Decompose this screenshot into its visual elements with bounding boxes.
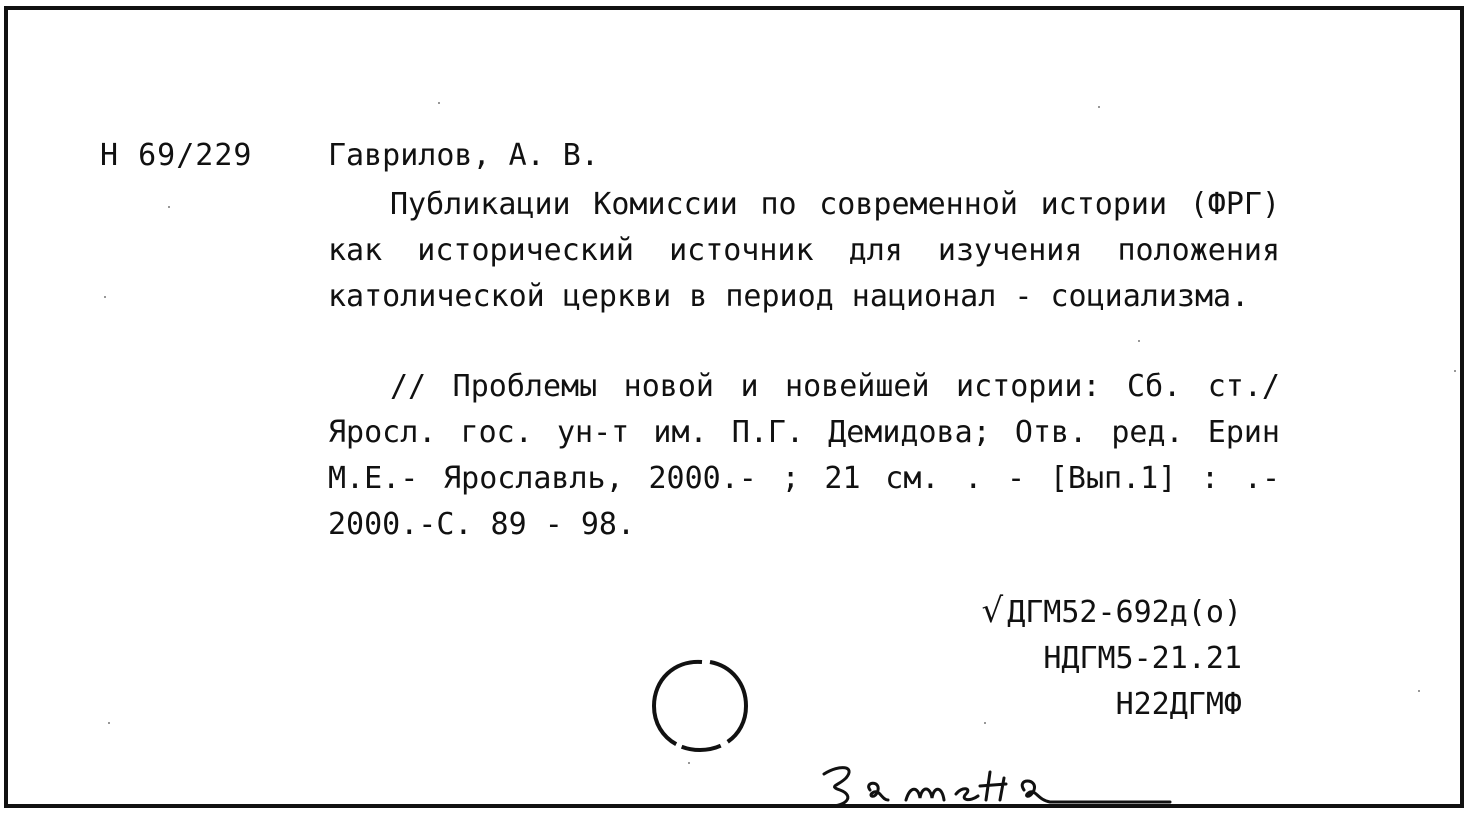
paper-speck bbox=[1454, 370, 1456, 372]
source-details: // Проблемы новой и новейшей истории: Сб. ст./ Яросл. гос. ун-т им. П.Г. Демидова; Отв. ред. Ерин М.Е.- Ярославль, 2000.- ; 21 см. . - [Вып.1] : .- 2000.-С. 89 - 98. bbox=[328, 369, 1280, 542]
paper-speck bbox=[104, 296, 106, 298]
paper-speck bbox=[108, 722, 110, 724]
check-mark-icon: √ bbox=[981, 591, 1004, 631]
paper-speck bbox=[438, 102, 440, 104]
shelf-mark: Н 69/229 bbox=[100, 138, 253, 173]
code-3: Н22ДГМФ bbox=[1115, 687, 1242, 722]
handwritten-replacement-note bbox=[810, 756, 1180, 812]
code-2: НДГМ5-21.21 bbox=[1043, 641, 1242, 676]
classification-codes bbox=[982, 588, 1242, 728]
stamp-circle-icon bbox=[644, 656, 754, 756]
paper-speck bbox=[688, 762, 690, 764]
paper-speck bbox=[1138, 340, 1140, 342]
paper-speck bbox=[1098, 106, 1100, 108]
code-1: ДГМ52-692д(о) bbox=[1007, 595, 1242, 630]
catalog-card bbox=[4, 6, 1464, 808]
code-row-1 bbox=[982, 588, 1242, 636]
paper-speck bbox=[1418, 690, 1420, 692]
paper-speck bbox=[168, 206, 170, 208]
paper-speck bbox=[984, 722, 986, 724]
publication-title: Публикации Комиссии по современной истории (ФРГ) как исторический источник для изучения положения католической церкви в период национал - социализма. bbox=[328, 187, 1280, 314]
author-name: Гаврилов, А. В. bbox=[328, 138, 599, 173]
